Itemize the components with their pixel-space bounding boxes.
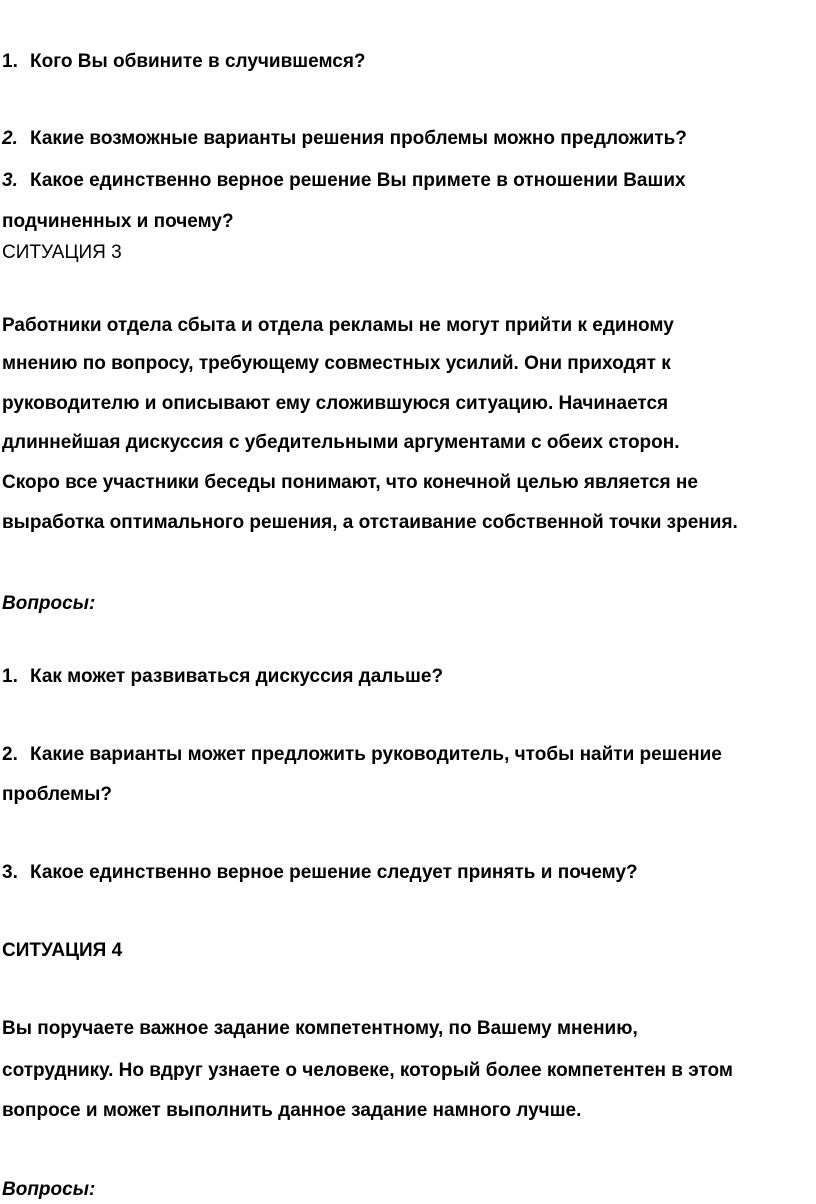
situation-3-body-line-2: мнению по вопросу, требующему совместных усилий. Они приходят к [2, 353, 671, 374]
situation-3-body-line-4: длиннейшая дискуссия с убедительными аргументами с обеих сторон. [2, 432, 680, 453]
situation-3-body-line-5: Скоро все участники беседы понимают, что конечной целью является не [2, 472, 698, 493]
question-number: 1. [2, 666, 18, 687]
situation-4-body-line-3: вопросе и может выполнить данное задание намного лучше. [2, 1100, 582, 1121]
question-text: Какие варианты может предложить руководитель, чтобы найти решение [30, 744, 722, 765]
situation-4-body-line-2: сотруднику. Но вдруг узнаете о человеке, который более компетентен в этом [2, 1060, 733, 1081]
question-2 [2, 127, 687, 151]
question-number: 1. [2, 51, 18, 72]
situation-3-question-3 [2, 861, 638, 885]
situation-3-question-2 [2, 743, 722, 767]
question-text: Какое единственно верное решение следует принять и почему? [30, 862, 638, 883]
question-text: Какое единственно верное решение Вы примете в отношении Ваших [30, 170, 686, 191]
situation-4-questions-label: Вопросы: [2, 1179, 96, 1200]
situation-4-heading: СИТУАЦИЯ 4 [2, 940, 123, 961]
question-text: Какие возможные варианты решения проблемы можно предложить? [30, 128, 687, 149]
situation-4-body-line-1: Вы поручаете важное задание компетентному, по Вашему мнению, [2, 1018, 638, 1039]
question-number: 3. [2, 862, 18, 883]
situation-3-body-line-3: руководителю и описывают ему сложившуюся ситуацию. Начинается [2, 393, 669, 414]
situation-3-question-1 [2, 665, 443, 689]
question-number: 2. [2, 744, 18, 765]
situation-3-body-line-1: Работники отдела сбыта и отдела рекламы не могут прийти к единому [2, 315, 674, 336]
question-number: 3. [2, 170, 18, 191]
question-text: Как может развиваться дискуссия дальше? [30, 666, 444, 687]
question-1 [2, 50, 366, 74]
situation-3-heading: СИТУАЦИЯ 3 [2, 242, 122, 263]
question-number: 2. [2, 128, 18, 149]
situation-3-question-2-continuation: проблемы? [2, 784, 112, 805]
question-3-continuation: подчиненных и почему? [2, 211, 234, 232]
situation-3-questions-label: Вопросы: [2, 593, 96, 614]
question-3 [2, 169, 686, 193]
situation-3-body-line-6: выработка оптимального решения, а отстаивание собственной точки зрения. [2, 512, 738, 533]
question-text: Кого Вы обвините в случившемся? [30, 51, 366, 72]
